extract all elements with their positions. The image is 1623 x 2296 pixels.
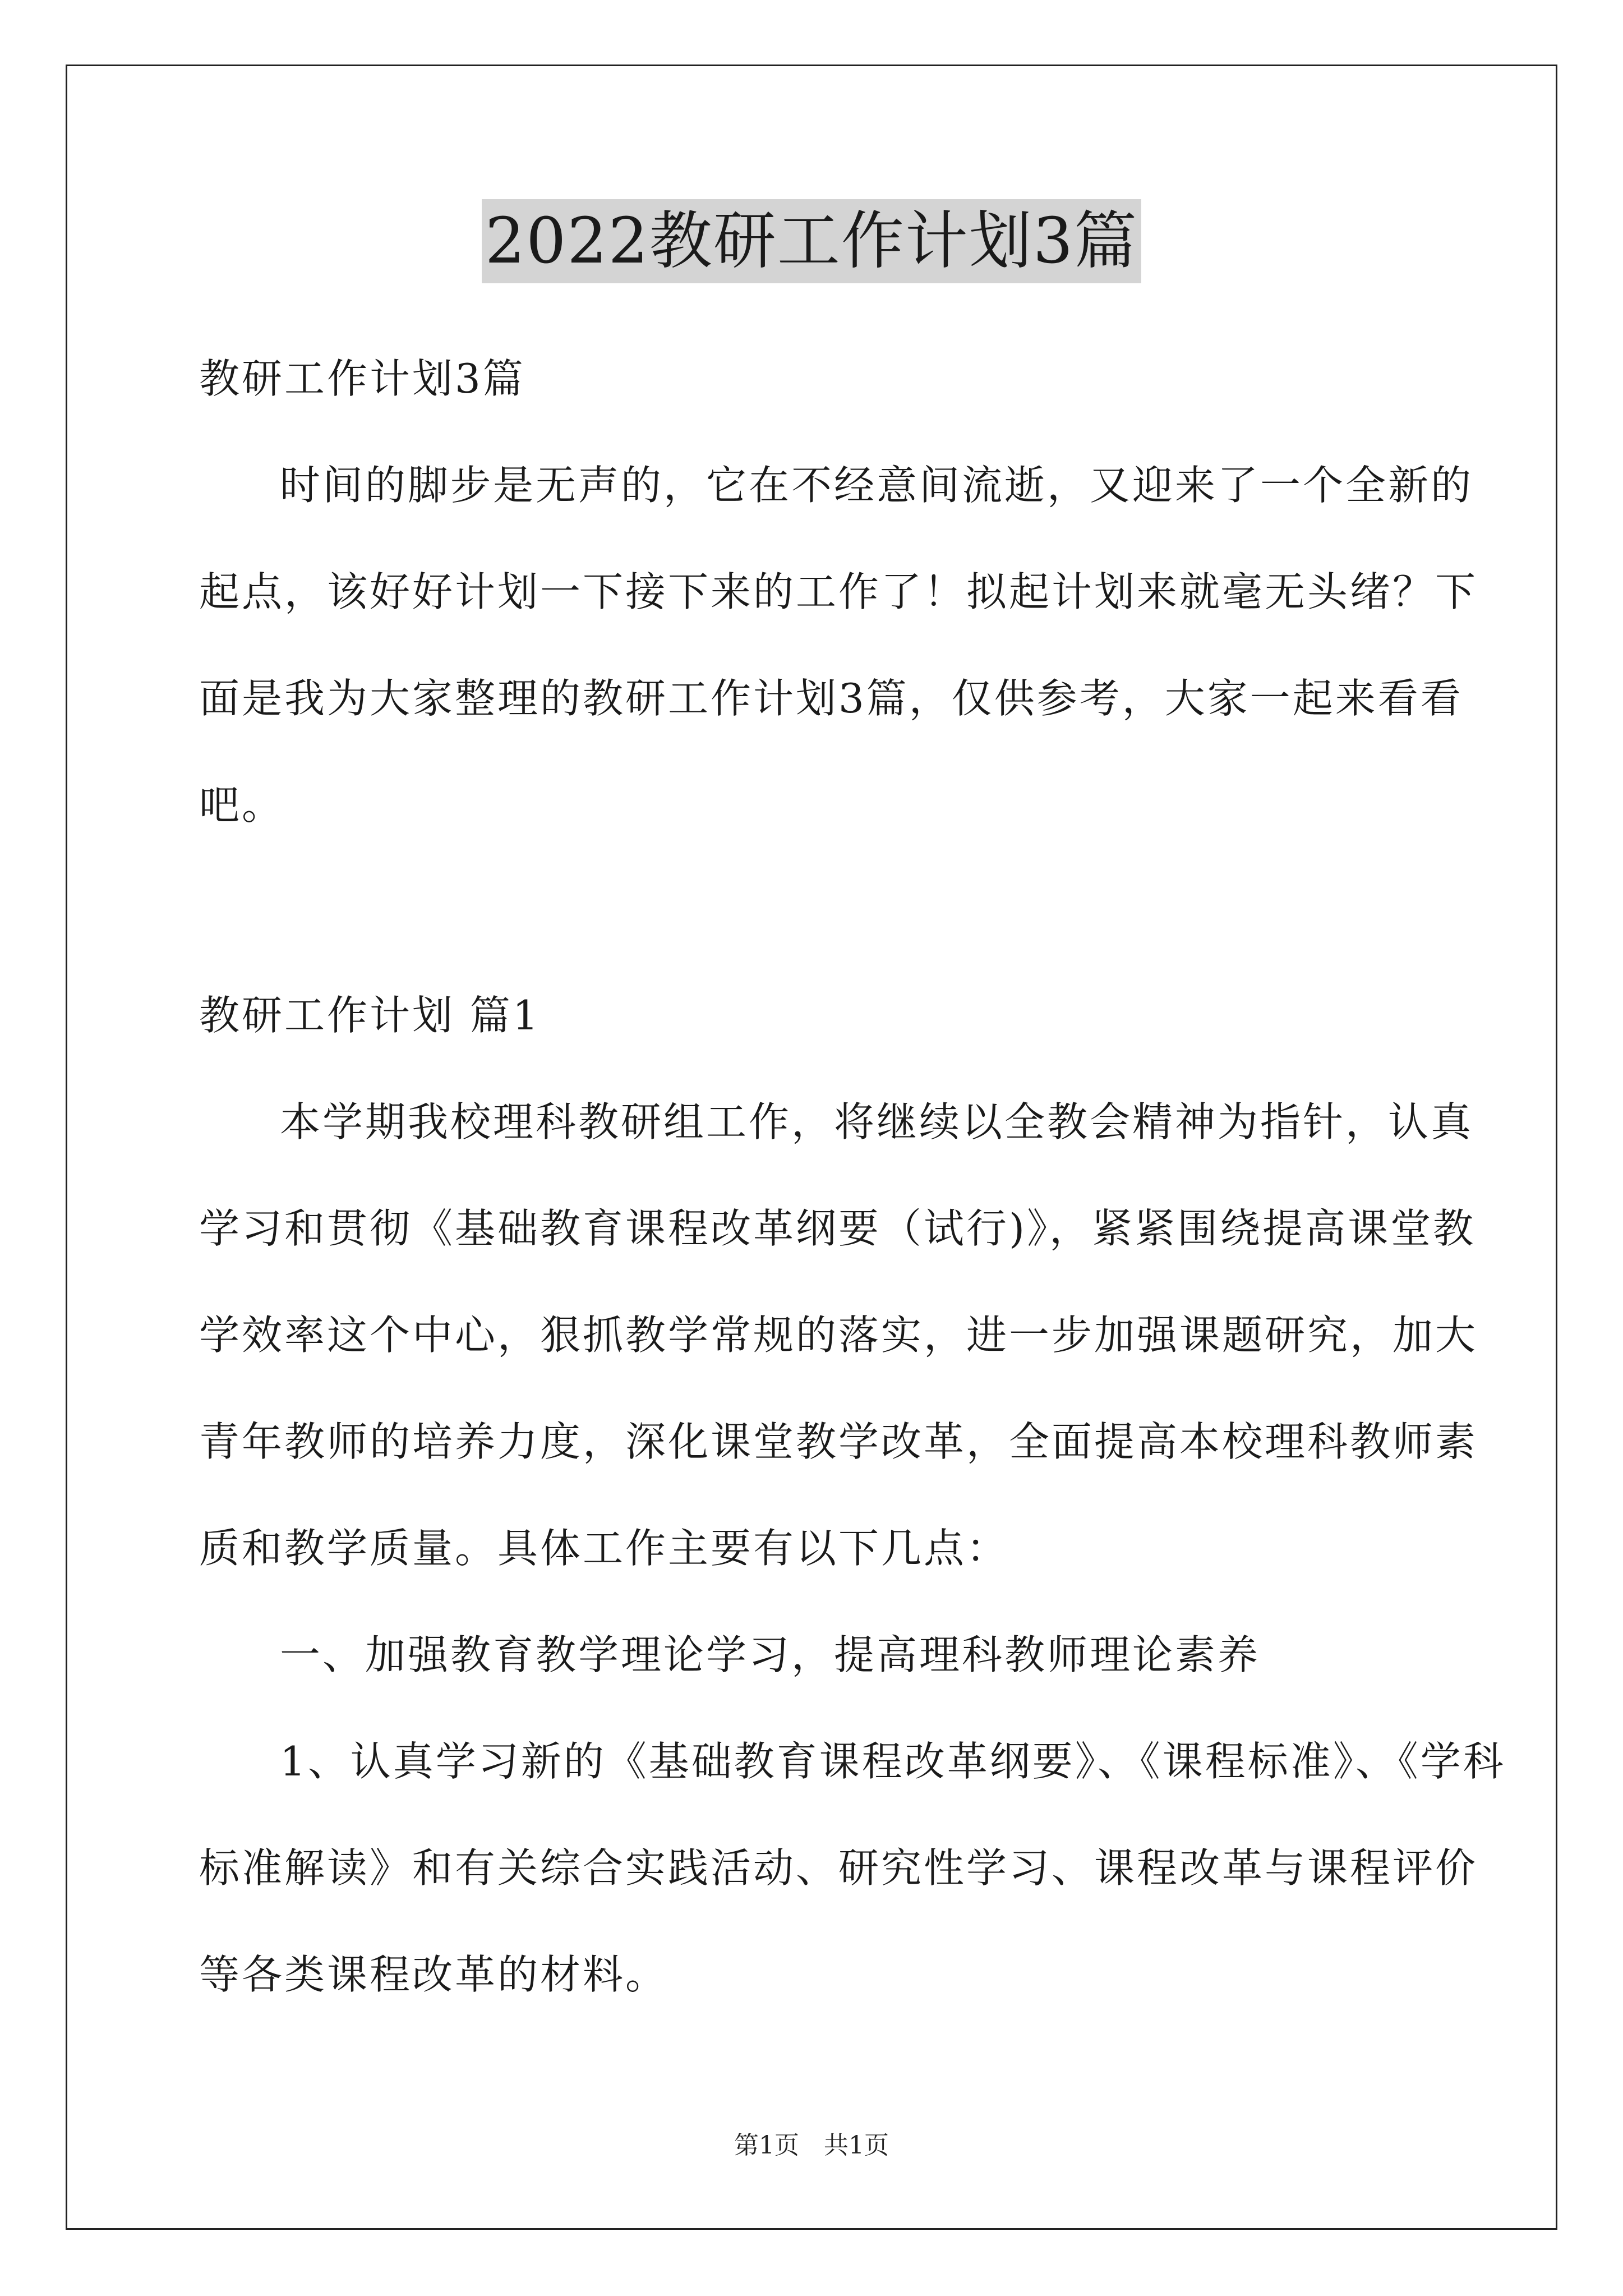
title-container: [0, 199, 1623, 283]
paragraph-line: 学效率这个中心，狠抓教学常规的落实，进一步加强课题研究，加大: [199, 1312, 1478, 1359]
intro-line: 时间的脚步是无声的，它在不经意间流逝，又迎来了一个全新的: [280, 462, 1474, 509]
point-item-line: 等各类课程改革的材料。: [199, 1951, 668, 1998]
point-item-line: 1、认真学习新的《基础教育课程改革纲要》、《课程标准》、《学科: [280, 1738, 1506, 1785]
point-item-line: 标准解读》和有关综合实践活动、研究性学习、课程改革与课程评价: [199, 1844, 1478, 1892]
point-heading: 一、加强教育教学理论学习，提高理科教师理论素养: [280, 1631, 1261, 1678]
intro-line: 面是我为大家整理的教研工作计划3篇，仅供参考，大家一起来看看: [199, 675, 1463, 722]
section-heading: 教研工作计划 篇1: [199, 992, 541, 1039]
page-footer: 第1页 共1页: [734, 2131, 889, 2160]
paragraph-line: 学习和贯彻《基础教育课程改革纲要（试行)》，紧紧围绕提高课堂教: [199, 1205, 1476, 1252]
intro-line: 吧。: [199, 781, 285, 829]
intro-line: 起点，该好好计划一下接下来的工作了！拟起计划来就毫无头绪？下: [199, 568, 1478, 615]
paragraph-line: 青年教师的培养力度，深化课堂教学改革，全面提高本校理科教师素: [199, 1418, 1478, 1465]
document-title: 2022教研工作计划3篇: [482, 199, 1141, 283]
paragraph-line: 质和教学质量。具体工作主要有以下几点：: [199, 1525, 1009, 1572]
subtitle: 教研工作计划3篇: [199, 355, 525, 402]
paragraph-line: 本学期我校理科教研组工作，将继续以全教会精神为指针，认真: [280, 1098, 1474, 1145]
